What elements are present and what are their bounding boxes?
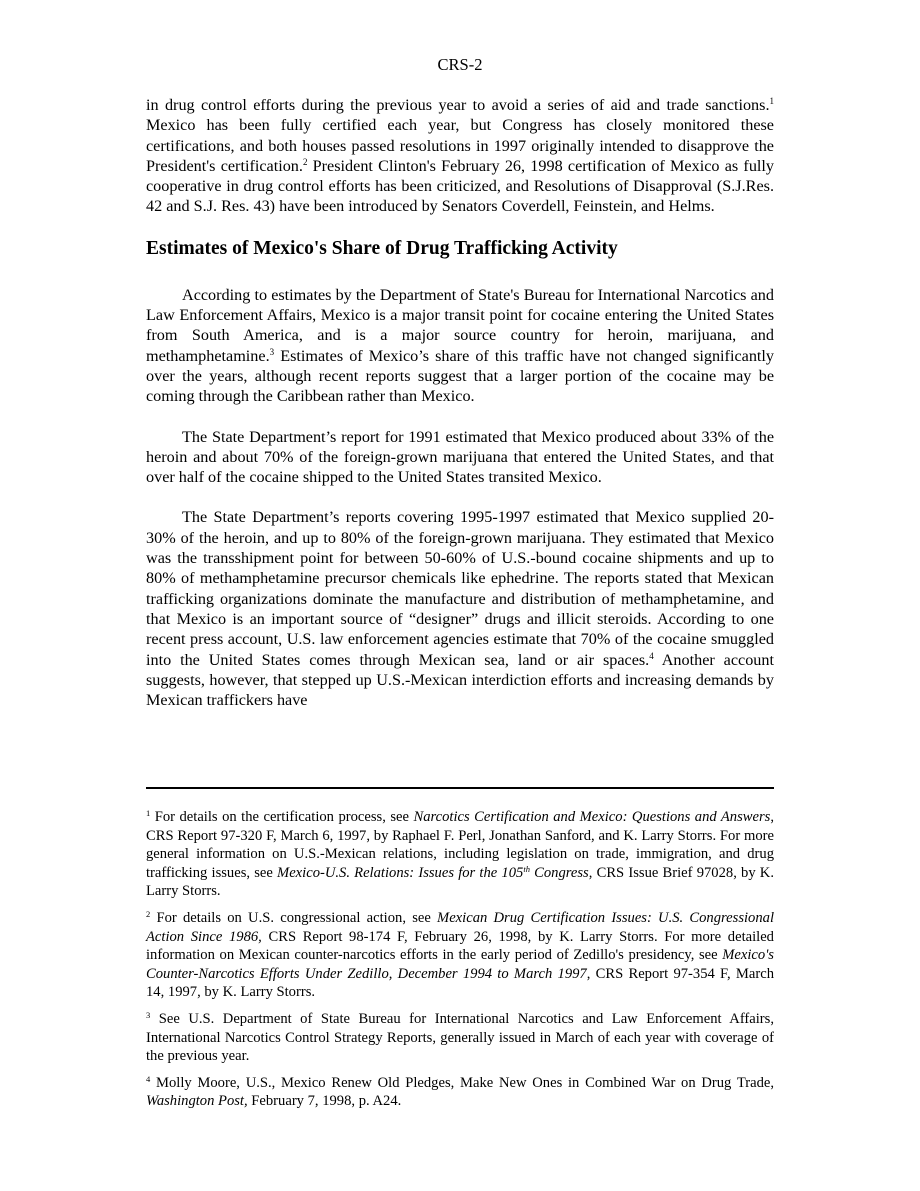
page-number-header: CRS-2 [437, 55, 483, 74]
footnote-ref-2[interactable]: 2 [302, 156, 308, 167]
footnote-3 [146, 1010, 774, 1066]
footnotes [146, 808, 774, 1119]
text-run: President Clinton's February 26, 1998 certification of Mexico as fully cooperative in drug control efforts has been criticized, and Resolutions of Disapproval (S.J.Res. 42 and S.J. Res. 43) have been introduced by Senators Coverdell, Feinstein, and Helms. [146, 156, 774, 216]
text-run: For details on the certification process, see [150, 809, 414, 825]
ordinal-suffix: th [523, 863, 530, 874]
text-run: See U.S. Department of State Bureau for International Narcotics and Law Enforcement Affairs, International Narcotics Control Strategy Reports, generally issued in March of each year with coverage of the previous year. [146, 1010, 774, 1065]
footnote-number: 1 [146, 808, 151, 818]
text-run: , CRS Report 97-354 F, March 14, 1997, by K. Larry Storrs. [146, 965, 774, 1001]
paragraph-1991-report: The State Department’s report for 1991 estimated that Mexico produced about 33% of the heroin and about 70% of the foreign-grown marijuana that entered the United States, and that over half of the cocaine shipped to the United States transited Mexico. [146, 427, 774, 487]
footnote-number: 3 [146, 1009, 151, 1020]
paragraph-1995-1997-reports [146, 507, 774, 710]
footnote-4 [146, 1074, 774, 1111]
paragraph-estimates [146, 285, 774, 407]
footnote-divider [146, 787, 774, 789]
publication-title: Washington Post, [146, 1093, 248, 1110]
text-run: , CRS Report 97-320 F, March 6, 1997, by Raphael F. Perl, Jonathan Sanford, and K. Larry Storrs. For more general information on U.S.-Mexican relations, including legislation on trade, immigration, and drug trafficking issues, see [146, 809, 775, 881]
main-body [146, 95, 774, 730]
footnote-ref-4[interactable]: 4 [649, 650, 654, 661]
footnote-ref-1[interactable]: 1 [769, 96, 774, 106]
text-run: February 7, 1998, p. A24. [247, 1093, 402, 1110]
footnote-number: 4 [146, 1073, 151, 1084]
text-run: Mexico has been fully certified each year, but Congress has closely monitored these certifications, and both houses passed resolutions in 1997 originally intended to disapprove the President's certification. [146, 116, 774, 175]
report-title: Mexican Drug Certification Issues: U.S. Congressional Action Since 1986, [146, 909, 774, 945]
text-run: , CRS Issue Brief 97028, by K. Larry Storrs. [146, 864, 774, 900]
footnote-ref-3[interactable]: 3 [269, 346, 275, 357]
text-run: Another account suggests, however, that stepped up U.S.-Mexican interdiction efforts and increasing demands by Mexican traffickers have [146, 650, 774, 710]
footnote-2 [146, 909, 774, 1002]
text-run: The State Department’s reports covering 1995-1997 estimated that Mexico supplied 20-30% of the heroin, and up to 80% of the foreign-grown marijuana. They estimated that Mexico was the transshipment point for between 50-60% of U.S.-bound cocaine shipments and up to 80% of methamphetamine precursor chemicals like ephedrine. The reports stated that Mexican trafficking organizations dominate the manufacture and distribution of methamphetamine, and that Mexico is an important source of “designer” drugs and illicit steroids. According to one recent press account, U.S. law enforcement agencies estimate that 70% of the cocaine smuggled into the United States comes through Mexican sea, land or air spaces. [146, 508, 774, 669]
report-title: Narcotics Certification and Mexico: Questions and Answers [413, 809, 771, 825]
footnote-number: 2 [146, 908, 151, 919]
text-run: CRS Report 98-174 F, February 26, 1998, by K. Larry Storrs. For more detailed information on Mexican counter-narcotics efforts in the early period of Zedillo's presidency, see [146, 928, 774, 964]
text-run: in drug control efforts during the previous year to avoid a series of aid and trade sanctions. [146, 96, 770, 114]
text-run: According to estimates by the Department of State's Bureau for International Narcotics and Law Enforcement Affairs, Mexico is a major transit point for cocaine entering the United States from South America, and is a major source country for heroin, marijuana, and methamphetamine. [146, 285, 774, 365]
report-title: Congress [529, 864, 589, 881]
report-title: Mexico's Counter-Narcotics Efforts Under Zedillo, December 1994 to March 1997 [146, 947, 774, 982]
text-run: Molly Moore, U.S., Mexico Renew Old Pledges, Make New Ones in Combined War on Drug Trade, [150, 1074, 774, 1091]
footnote-1 [146, 808, 774, 901]
text-run: Estimates of Mexico’s share of this traffic have not changed significantly over the years, although recent reports suggest that a larger portion of the cocaine may be coming through the Caribbean rather than Mexico. [146, 346, 774, 406]
report-title: Mexico-U.S. Relations: Issues for the 105 [277, 864, 524, 881]
paragraph-certification [146, 95, 774, 217]
section-heading: Estimates of Mexico's Share of Drug Trafficking Activity [146, 237, 618, 259]
text-run: For details on U.S. congressional action, see [150, 909, 438, 926]
